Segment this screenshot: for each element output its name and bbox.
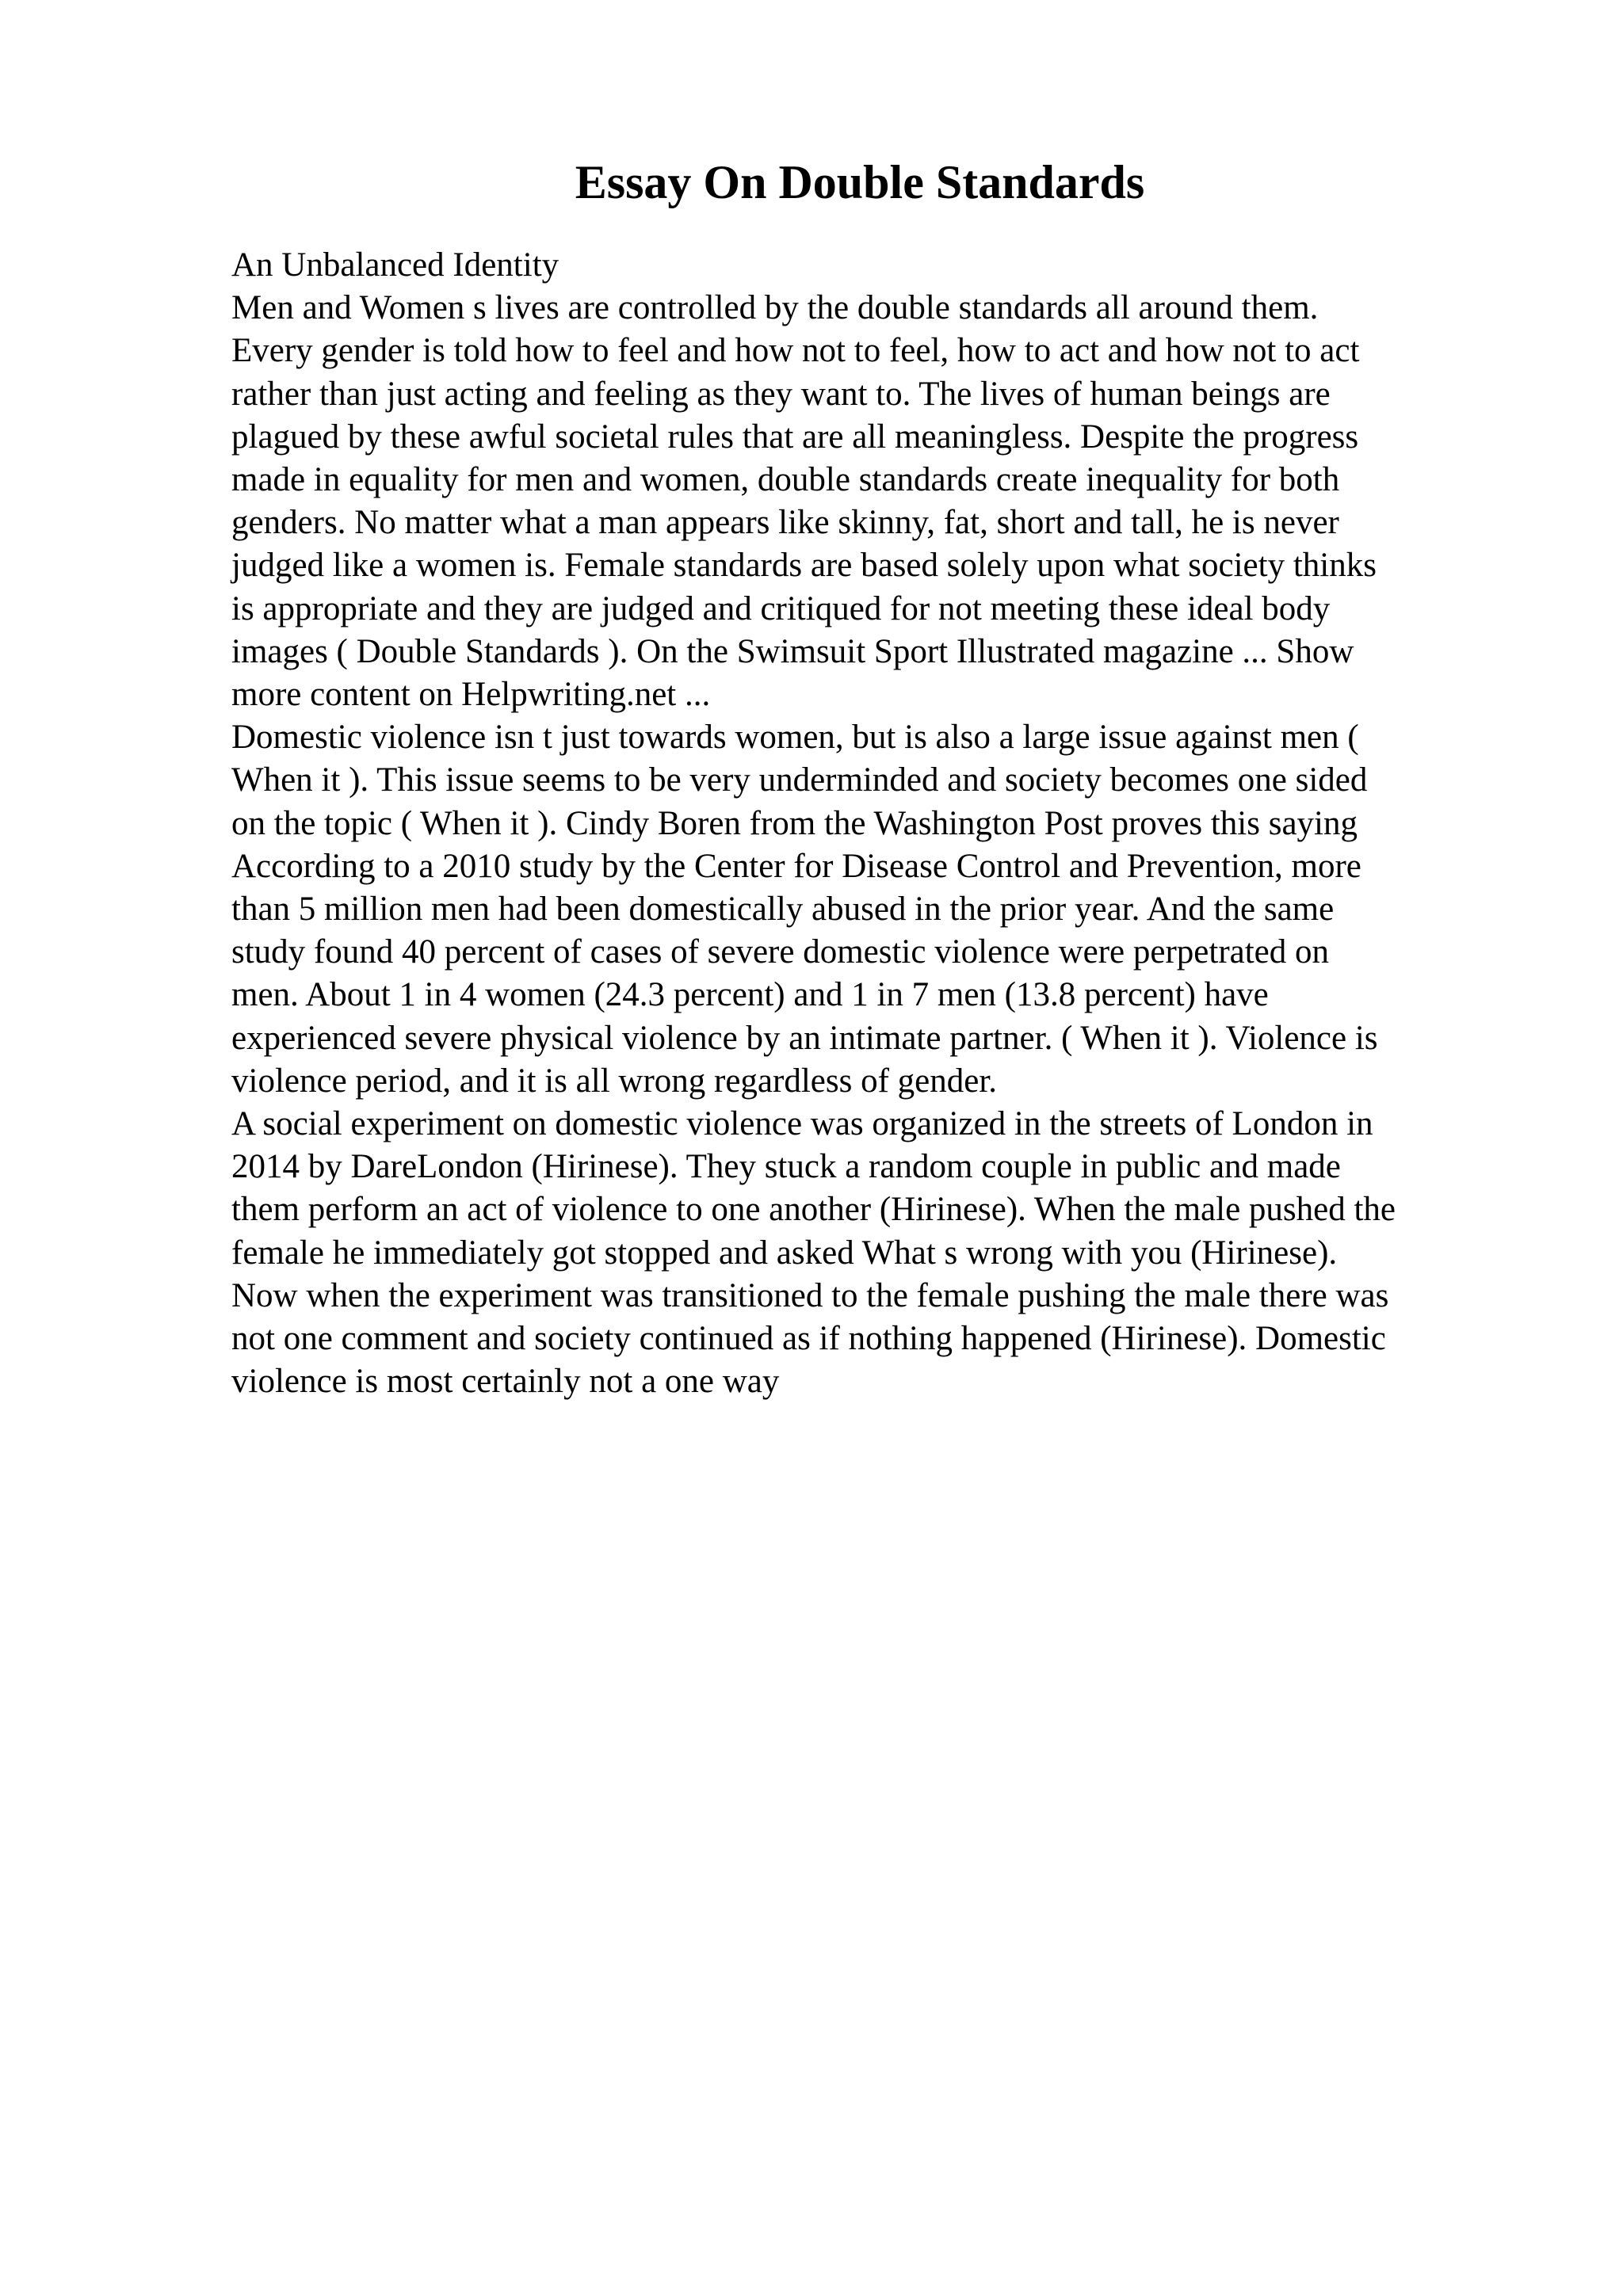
text-line: genders. No matter what a man appears like skinny, fat, short and tall, he is never [231, 504, 1339, 542]
text-line: made in equality for men and women, double standards create inequality for both [231, 461, 1340, 499]
document-title: Essay On Double Standards [575, 156, 1145, 208]
text-line: than 5 million men had been domestically abused in the prior year. And the same [231, 891, 1335, 929]
text-line: on the topic ( When it ). Cindy Boren from the Washington Post proves this saying [231, 804, 1358, 842]
text-line: Domestic violence isn t just towards women, but is also a large issue against men ( [231, 719, 1359, 757]
text-line: violence period, and it is all wrong regardless of gender. [231, 1062, 998, 1100]
text-line: men. About 1 in 4 women (24.3 percent) and 1 in 7 men (13.8 percent) have [231, 976, 1269, 1014]
text-line: plagued by these awful societal rules that are all meaningless. Despite the progress [231, 418, 1359, 456]
text-line: judged like a women is. Female standards are based solely upon what society thinks [231, 547, 1377, 585]
essay-paragraph [231, 244, 1507, 287]
text-line: female he immediately got stopped and asked What s wrong with you (Hirinese). [231, 1234, 1338, 1272]
text-line: not one comment and society continued as if nothing happened (Hirinese). Domestic [231, 1320, 1386, 1358]
text-line: A social experiment on domestic violence was organized in the streets of London in [231, 1105, 1373, 1143]
text-line: images ( Double Standards ). On the Swimsuit Sport Illustrated magazine ... Show [231, 632, 1354, 670]
text-line: violence is most certainly not a one way [231, 1363, 780, 1401]
text-line: An Unbalanced Identity [231, 246, 559, 284]
text-line: more content on Helpwriting.net ... [231, 676, 711, 714]
essay-paragraph [231, 1103, 1507, 1403]
essay-paragraph [231, 716, 1507, 1103]
text-line: 2014 by DareLondon (Hirinese). They stuck a random couple in public and made [231, 1148, 1341, 1186]
text-line: When it ). This issue seems to be very underminded and society becomes one sided [231, 761, 1368, 799]
text-line: Every gender is told how to feel and how not to feel, how to act and how not to act [231, 332, 1360, 370]
text-line: them perform an act of violence to one another (Hirinese). When the male pushed the [231, 1191, 1396, 1229]
essay-paragraph [231, 287, 1507, 716]
text-line: is appropriate and they are judged and critiqued for not meeting these ideal body [231, 589, 1331, 627]
text-line: According to a 2010 study by the Center for Disease Control and Prevention, more [231, 847, 1361, 885]
text-line: study found 40 percent of cases of severe domestic violence were perpetrated on [231, 933, 1330, 971]
text-line: rather than just acting and feeling as they want to. The lives of human beings are [231, 375, 1331, 413]
text-line: experienced severe physical violence by an intimate partner. ( When it ). Violence is [231, 1019, 1378, 1057]
text-line: Now when the experiment was transitioned to the female pushing the male there was [231, 1276, 1389, 1314]
essay-body [231, 244, 1507, 1403]
text-line: Men and Women s lives are controlled by the double standards all around them. [231, 289, 1319, 327]
